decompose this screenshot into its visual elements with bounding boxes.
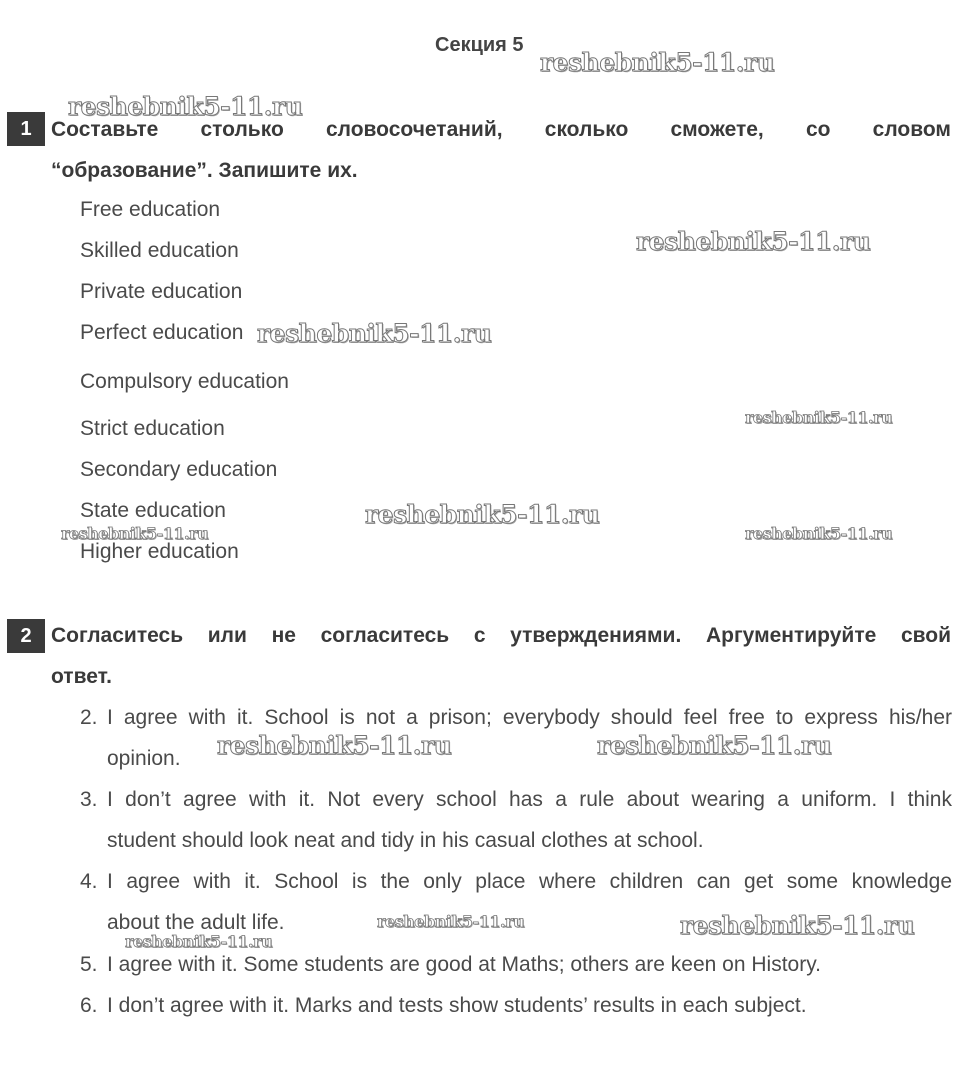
page-title: Секция 5 — [435, 34, 524, 56]
answer-item: 3. I don’t agree with it. Not every school has a rule about wearing a uniform. I think student should look neat and tidy in his casual clothes at school. — [80, 779, 952, 861]
watermark: reshebnik5-11.ru — [745, 524, 893, 543]
task-1-instruction-line-1: Составьте столько словосочетаний, сколько сможете, со словом — [51, 118, 951, 141]
answer-item: 4. I agree with it. School is the only place where children can get some knowledge about the adult life. — [80, 861, 952, 943]
watermark: reshebnik5-11.ru — [636, 227, 871, 256]
list-item: Perfect education — [80, 321, 244, 344]
list-item: Higher education — [80, 540, 239, 563]
watermark: reshebnik5-11.ru — [257, 319, 492, 348]
list-item: Free education — [80, 198, 221, 221]
answer-number: 2. — [80, 706, 98, 729]
watermark: reshebnik5-11.ru — [68, 92, 303, 121]
answer-number: 6. — [80, 994, 98, 1017]
task-1-instruction-line-2: “образование”. Запишите их. — [51, 159, 358, 182]
answer-item: 5. I agree with it. Some students are good at Maths; others are keen on History. — [80, 944, 952, 985]
task-1-instruction — [51, 109, 951, 191]
watermark: reshebnik5-11.ru — [680, 911, 915, 940]
task-2-number-badge: 2 — [7, 619, 45, 653]
watermark: reshebnik5-11.ru — [125, 932, 273, 951]
answer-item: 6. I don’t agree with it. Marks and tests show students’ results in each subject. — [80, 985, 952, 1026]
watermark: reshebnik5-11.ru — [217, 731, 452, 760]
list-item: Skilled education — [80, 239, 239, 262]
list-item: Strict education — [80, 417, 225, 440]
answer-number: 3. — [80, 788, 98, 811]
watermark: reshebnik5-11.ru — [365, 500, 600, 529]
answer-item: 2. I agree with it. School is not a prison; everybody should feel free to express his/her opinion. — [80, 697, 952, 779]
list-item: Compulsory education — [80, 370, 289, 393]
watermark: reshebnik5-11.ru — [745, 408, 893, 427]
answer-number: 5. — [80, 953, 98, 976]
watermark: reshebnik5-11.ru — [597, 731, 832, 760]
watermark: reshebnik5-11.ru — [377, 912, 525, 931]
watermark: reshebnik5-11.ru — [61, 524, 209, 543]
task-1-number-badge: 1 — [7, 112, 45, 146]
task-2-instruction — [51, 615, 951, 697]
list-item: State education — [80, 499, 226, 522]
list-item: Private education — [80, 280, 243, 303]
answer-number: 4. — [80, 870, 98, 893]
task-2-instruction-line-2: ответ. — [51, 665, 112, 688]
task-2-instruction-line-1: Согласитесь или не согласитесь с утверждениями. Аргументируйте свой — [51, 624, 951, 647]
list-item: Secondary education — [80, 458, 278, 481]
watermark: reshebnik5-11.ru — [540, 48, 775, 77]
